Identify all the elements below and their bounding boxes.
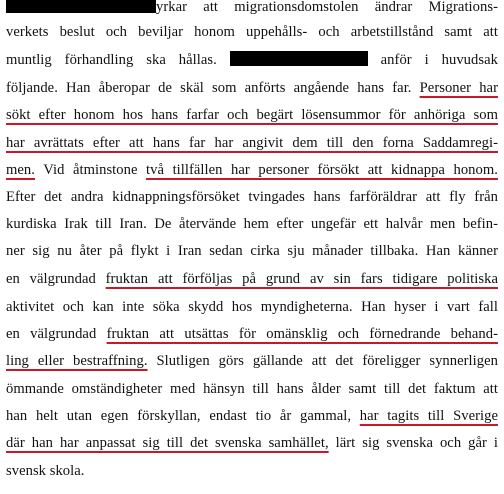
underlined-passage: fruktan att förföljas på grund av sin fars tidigare politiska <box>105 271 498 287</box>
underlined-passage: sökt efter honom hos hans farfar och begärt lösensummor för anhöriga som <box>6 107 498 123</box>
underlined-passage: har avrättats efter att hans far har angivit dem till den forna Saddamregi- <box>6 135 498 151</box>
text-line <box>6 133 498 153</box>
text-line <box>6 324 498 344</box>
redaction-block <box>230 51 368 66</box>
text-line <box>6 214 498 234</box>
text-segment: Slutligen görs gällande att det föreligger synnerligen <box>147 353 498 369</box>
underlined-passage: har tagits till Sverige <box>359 408 498 424</box>
text-line <box>6 0 498 17</box>
text-line <box>6 269 498 289</box>
text-line <box>6 187 498 207</box>
text-segment: anför i huvudsak <box>367 52 498 68</box>
underlined-passage: men. <box>6 162 35 178</box>
text-line <box>6 297 498 317</box>
text-line <box>6 433 498 453</box>
text-segment: ner sig nu åter på flykt i Iran sedan cirka sju månader tillbaka. Han känner <box>6 243 498 259</box>
text-segment: muntlig förhandling ska hållas. <box>6 52 230 68</box>
text-segment: yrkar att migrationsdomstolen ändrar Migrations- <box>156 0 498 15</box>
text-line <box>6 461 498 481</box>
text-segment: verkets beslut och beviljar honom uppehålls- och arbetstillstånd samt att <box>6 24 498 40</box>
text-segment: aktivitet och kan inte söka skydd hos myndigheterna. Han hyser i vart fall <box>6 299 498 315</box>
text-line <box>6 22 498 42</box>
text-segment: en välgrundad <box>6 271 106 287</box>
underlined-passage: två tillfällen har personer försökt att kidnappa honom. <box>146 162 498 178</box>
text-line <box>6 78 498 98</box>
text-segment: han helt utan egen förskyllan, endast tio år gammal, <box>6 408 360 424</box>
underlined-passage: fruktan att utsättas för omänsklig och förnedrande behand- <box>106 326 498 342</box>
text-segment: kurdiska Irak till Iran. De återvände hem efter ungefär ett halvår men befin- <box>6 216 498 232</box>
text-line <box>6 241 498 261</box>
underlined-passage: ling eller bestraffning. <box>6 353 148 369</box>
text-line <box>6 406 498 426</box>
text-line <box>6 351 498 371</box>
text-segment: följande. Han åberopar de skäl som anförts angående hans far. <box>6 80 420 96</box>
text-segment: lärt sig svenska och går i <box>328 435 499 451</box>
text-line <box>6 379 498 399</box>
text-segment: en välgrundad <box>6 326 107 342</box>
text-segment: ömmande omständigheter med hänsyn till hans ålder samt till det faktum att <box>6 381 498 397</box>
text-segment: Efter det andra kidnappningsförsöket tvingades hans farföräldrar att fly från <box>6 189 498 205</box>
underlined-passage: där han har anpassat sig till det svenska samhället, <box>6 435 329 451</box>
text-line <box>6 105 498 125</box>
underlined-passage: Personer har <box>419 80 498 96</box>
text-segment: Vid åtminstone <box>34 162 147 178</box>
text-line <box>6 50 498 70</box>
text-line <box>6 160 498 180</box>
redaction-block <box>6 0 156 13</box>
text-segment: svensk skola. <box>6 463 85 479</box>
